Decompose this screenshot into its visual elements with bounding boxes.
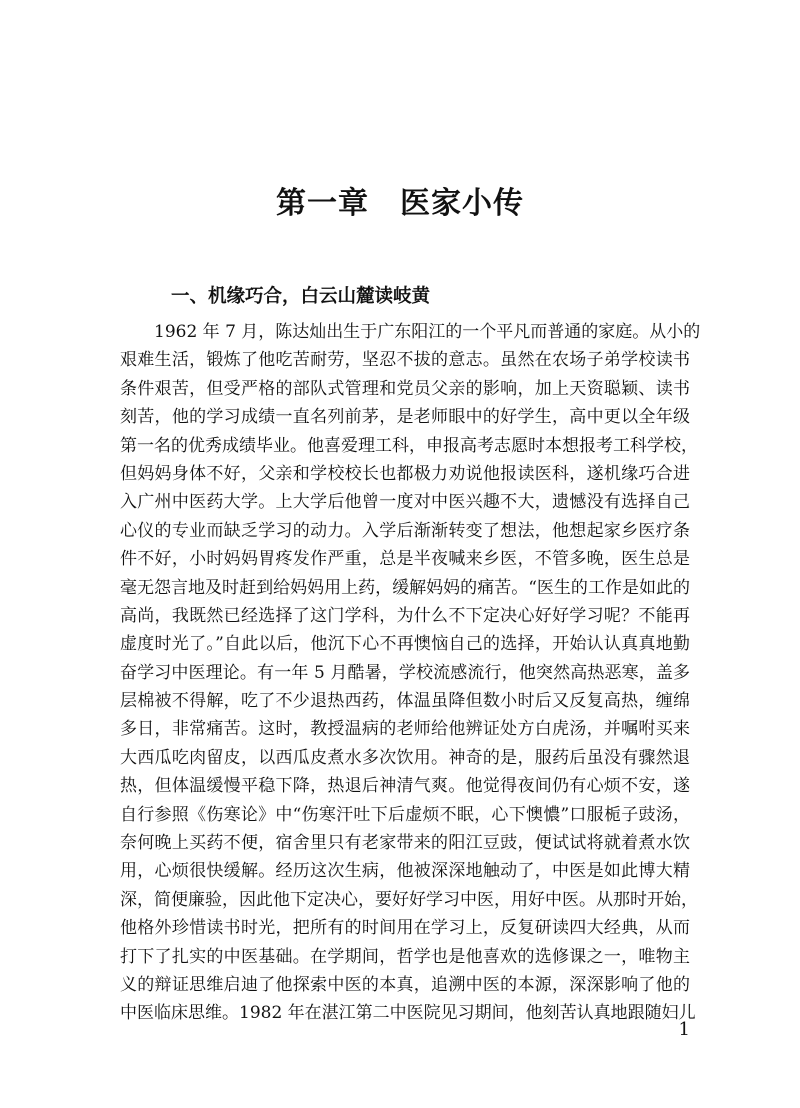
text-line: 自行参照《伤寒论》中“伤寒汗吐下后虚烦不眠，心下懊憹”口服栀子豉汤，: [120, 804, 690, 825]
text-line: 第一名的优秀成绩毕业。他喜爱理工科，申报高考志愿时本想报考工科学校，: [120, 435, 698, 456]
text-line: 但妈妈身体不好，父亲和学校校长也都极力劝说他报读医科，遂机缘巧合进: [120, 463, 690, 484]
page-number: 1: [678, 1019, 690, 1040]
text-line: 义的辩证思维启迪了他探索中医的本真，追溯中医的本源，深深影响了他的: [120, 974, 690, 995]
text-line: 1962 年 7 月，陈达灿出生于广东阳江的一个平凡而普通的家庭。从小的: [154, 322, 701, 342]
text-line: 中医临床思维。1982 年在湛江第二中医院见习期间，他刻苦认真地跟随妇儿: [120, 1003, 696, 1024]
text-line: 刻苦，他的学习成绩一直名列前茅，是老师眼中的好学生，高中更以全年级: [120, 407, 690, 428]
text-line: 多日，非常痛苦。这时，教授温病的老师给他辨证处方白虎汤，并嘱咐买来: [120, 719, 690, 740]
chapter-title: 第一章 医家小传: [276, 186, 524, 221]
text-line: 大西瓜吃肉留皮，以西瓜皮煮水多次饮用。神奇的是，服药后虽没有骤然退: [120, 747, 690, 768]
text-line: 奈何晚上买药不便，宿舍里只有老家带来的阳江豆豉，便试试将就着煮水饮: [120, 833, 690, 854]
text-line: 他格外珍惜读书时光，把所有的时间用在学习上，反复研读四大经典，从而: [120, 918, 690, 939]
text-line: 艰难生活，锻炼了他吃苦耐劳，坚忍不拔的意志。虽然在农场子弟学校读书: [120, 350, 690, 371]
text-line: 心仪的专业而缺乏学习的动力。入学后渐渐转变了想法，他想起家乡医疗条: [120, 520, 690, 541]
text-line: 打下了扎实的中医基础。在学期间，哲学也是他喜欢的选修课之一，唯物主: [120, 946, 690, 967]
text-line: 奋学习中医理论。有一年 5 月酷暑，学校流感流行，他突然高热恶寒，盖多: [120, 662, 690, 683]
text-line: 热，但体温缓慢平稳下降，热退后神清气爽。他觉得夜间仍有心烦不安，遂: [120, 776, 690, 797]
text-line: 件不好，小时妈妈胃疼发作严重，总是半夜喊来乡医，不管多晚，医生总是: [120, 549, 690, 570]
body-paragraph: [120, 318, 701, 1028]
section-heading: 一、机缘巧合，白云山麓读岐黄: [171, 286, 431, 307]
text-line: 条件艰苦，但受严格的部队式管理和党员父亲的影响，加上天资聪颖、读书: [120, 378, 690, 399]
text-line: 入广州中医药大学。上大学后他曾一度对中医兴趣不大，遗憾没有选择自己: [120, 492, 690, 513]
text-line: 高尚，我既然已经选择了这门学科，为什么不下定决心好好学习呢？不能再: [120, 605, 690, 626]
text-line: 用，心烦很快缓解。经历这次生病，他被深深地触动了，中医是如此博大精: [120, 861, 690, 882]
text-line: 虚度时光了。”自此以后，他沉下心不再懊恼自己的选择，开始认认真真地勤: [120, 634, 690, 655]
text-line: 层棉被不得解，吃了不少退热西药，体温虽降但数小时后又反复高热，缠绵: [120, 691, 690, 712]
text-line: 毫无怨言地及时赶到给妈妈用上药，缓解妈妈的痛苦。“医生的工作是如此的: [120, 577, 690, 598]
text-line: 深，简便廉验，因此他下定决心，要好好学习中医，用好中医。从那时开始，: [120, 889, 698, 910]
